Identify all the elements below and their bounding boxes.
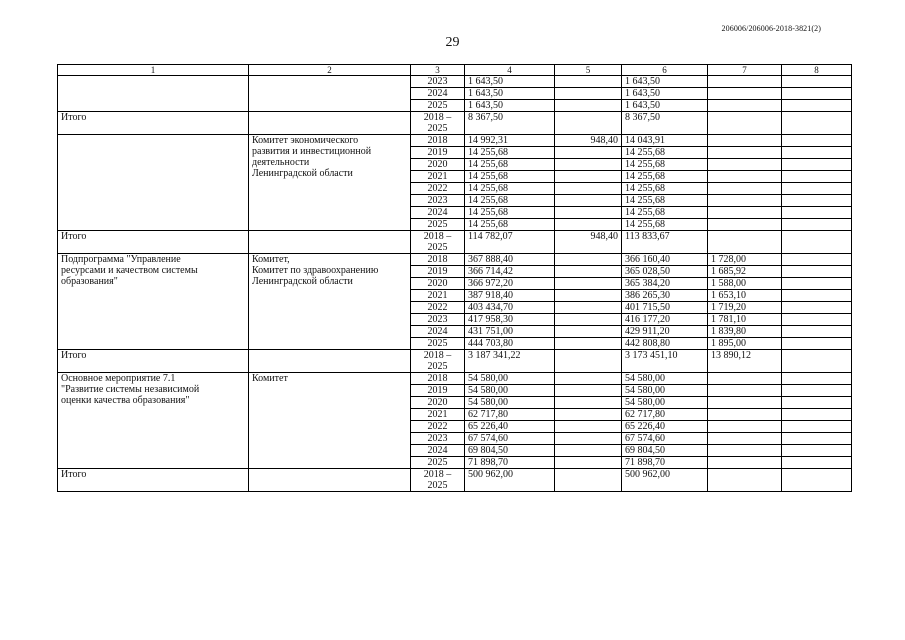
regional-budget-cell: 14 255,68: [622, 171, 708, 183]
local-budget-cell: [708, 207, 782, 219]
total-amount-cell: 366 714,42: [465, 266, 555, 278]
local-budget-cell: [708, 219, 782, 231]
local-budget-cell: [708, 445, 782, 457]
total-amount-cell: 1 643,50: [465, 100, 555, 112]
cell-line: "Развитие системы независимой: [61, 384, 200, 395]
year-cell: 2018: [411, 254, 465, 266]
total-label: Итого: [58, 469, 249, 492]
column-number-3: 3: [411, 65, 465, 76]
federal-budget-cell: [555, 409, 622, 421]
regional-budget-cell: 54 580,00: [622, 385, 708, 397]
federal-budget-cell: [555, 290, 622, 302]
cell-line: Подпрограмма "Управление: [61, 254, 181, 265]
total-amount-cell: 3 187 341,22: [465, 350, 555, 373]
table-row: [58, 76, 852, 88]
federal-budget-cell: [555, 373, 622, 385]
regional-budget-cell: 401 715,50: [622, 302, 708, 314]
other-sources-cell: [782, 457, 852, 469]
regional-budget-cell: 14 255,68: [622, 159, 708, 171]
year-cell: 2025: [411, 457, 465, 469]
cell-line: 2025: [427, 361, 448, 372]
federal-budget-cell: [555, 350, 622, 373]
local-budget-cell: [708, 100, 782, 112]
program-name-cell: [58, 76, 249, 112]
local-budget-cell: [708, 147, 782, 159]
budget-table: [57, 64, 852, 492]
year-cell: 2023: [411, 195, 465, 207]
regional-budget-cell: 365 384,20: [622, 278, 708, 290]
federal-budget-cell: [555, 302, 622, 314]
federal-budget-cell: [555, 219, 622, 231]
regional-budget-cell: 54 580,00: [622, 397, 708, 409]
other-sources-cell: [782, 231, 852, 254]
other-sources-cell: [782, 433, 852, 445]
federal-budget-cell: [555, 254, 622, 266]
year-cell: 2020: [411, 397, 465, 409]
total-amount-cell: 403 434,70: [465, 302, 555, 314]
regional-budget-cell: 69 804,50: [622, 445, 708, 457]
year-range-cell: [411, 112, 465, 135]
year-cell: 2023: [411, 314, 465, 326]
column-number-6: 6: [622, 65, 708, 76]
total-amount-cell: 387 918,40: [465, 290, 555, 302]
total-amount-cell: 14 992,31: [465, 135, 555, 147]
other-sources-cell: [782, 397, 852, 409]
federal-budget-cell: [555, 183, 622, 195]
local-budget-cell: [708, 171, 782, 183]
year-cell: 2022: [411, 421, 465, 433]
federal-budget-cell: [555, 112, 622, 135]
regional-budget-cell: 71 898,70: [622, 457, 708, 469]
regional-budget-cell: 14 255,68: [622, 183, 708, 195]
column-number-1: 1: [58, 65, 249, 76]
federal-budget-cell: [555, 171, 622, 183]
total-row: [58, 112, 852, 135]
other-sources-cell: [782, 338, 852, 350]
year-cell: 2021: [411, 290, 465, 302]
total-label: Итого: [58, 112, 249, 135]
regional-budget-cell: 3 173 451,10: [622, 350, 708, 373]
year-cell: 2018: [411, 135, 465, 147]
federal-budget-cell: [555, 314, 622, 326]
other-sources-cell: [782, 409, 852, 421]
other-sources-cell: [782, 421, 852, 433]
local-budget-cell: [708, 195, 782, 207]
total-amount-cell: 14 255,68: [465, 171, 555, 183]
local-budget-cell: [708, 457, 782, 469]
program-name-cell: [58, 254, 249, 350]
other-sources-cell: [782, 314, 852, 326]
local-budget-cell: 1 588,00: [708, 278, 782, 290]
regional-budget-cell: 14 255,68: [622, 195, 708, 207]
table-row: [58, 373, 852, 385]
year-range-cell: [411, 350, 465, 373]
year-range-cell: [411, 469, 465, 492]
total-amount-cell: 54 580,00: [465, 385, 555, 397]
local-budget-cell: [708, 409, 782, 421]
regional-budget-cell: 14 255,68: [622, 147, 708, 159]
local-budget-cell: [708, 397, 782, 409]
local-budget-cell: 13 890,12: [708, 350, 782, 373]
total-amount-cell: 444 703,80: [465, 338, 555, 350]
total-amount-cell: 1 643,50: [465, 88, 555, 100]
executor-cell: [249, 135, 411, 231]
federal-budget-cell: [555, 421, 622, 433]
federal-budget-cell: [555, 445, 622, 457]
other-sources-cell: [782, 135, 852, 147]
cell-line: Комитет: [252, 373, 288, 384]
regional-budget-cell: 1 643,50: [622, 100, 708, 112]
total-amount-cell: 14 255,68: [465, 207, 555, 219]
total-amount-cell: 14 255,68: [465, 159, 555, 171]
year-cell: 2019: [411, 266, 465, 278]
local-budget-cell: [708, 76, 782, 88]
column-number-2: 2: [249, 65, 411, 76]
program-name-cell: [58, 135, 249, 231]
executor-cell: [249, 254, 411, 350]
local-budget-cell: [708, 88, 782, 100]
year-cell: 2020: [411, 159, 465, 171]
cell-line: Комитет по здравоохранению: [252, 265, 379, 276]
year-cell: 2022: [411, 183, 465, 195]
year-cell: 2019: [411, 385, 465, 397]
regional-budget-cell: 14 255,68: [622, 219, 708, 231]
total-row: [58, 350, 852, 373]
total-amount-cell: 14 255,68: [465, 147, 555, 159]
year-cell: 2020: [411, 278, 465, 290]
other-sources-cell: [782, 171, 852, 183]
cell-line: деятельности: [252, 157, 310, 168]
local-budget-cell: [708, 112, 782, 135]
cell-line: 2025: [427, 480, 448, 491]
other-sources-cell: [782, 195, 852, 207]
local-budget-cell: [708, 373, 782, 385]
other-sources-cell: [782, 219, 852, 231]
executor-cell: [249, 469, 411, 492]
other-sources-cell: [782, 183, 852, 195]
regional-budget-cell: 416 177,20: [622, 314, 708, 326]
cell-line: 2025: [427, 242, 448, 253]
total-row: [58, 231, 852, 254]
regional-budget-cell: 67 574,60: [622, 433, 708, 445]
total-label: Итого: [58, 350, 249, 373]
other-sources-cell: [782, 302, 852, 314]
cell-line: Основное мероприятие 7.1: [61, 373, 176, 384]
executor-cell: [249, 112, 411, 135]
year-cell: 2024: [411, 207, 465, 219]
other-sources-cell: [782, 385, 852, 397]
total-amount-cell: 54 580,00: [465, 373, 555, 385]
federal-budget-cell: 948,40: [555, 135, 622, 147]
other-sources-cell: [782, 254, 852, 266]
other-sources-cell: [782, 207, 852, 219]
other-sources-cell: [782, 100, 852, 112]
federal-budget-cell: [555, 76, 622, 88]
total-amount-cell: 69 804,50: [465, 445, 555, 457]
federal-budget-cell: [555, 326, 622, 338]
federal-budget-cell: [555, 278, 622, 290]
local-budget-cell: 1 685,92: [708, 266, 782, 278]
regional-budget-cell: 500 962,00: [622, 469, 708, 492]
other-sources-cell: [782, 350, 852, 373]
year-cell: 2021: [411, 171, 465, 183]
local-budget-cell: 1 719,20: [708, 302, 782, 314]
total-amount-cell: 14 255,68: [465, 195, 555, 207]
other-sources-cell: [782, 159, 852, 171]
federal-budget-cell: [555, 147, 622, 159]
federal-budget-cell: [555, 397, 622, 409]
regional-budget-cell: 366 160,40: [622, 254, 708, 266]
column-number-5: 5: [555, 65, 622, 76]
cell-line: оценки качества образования": [61, 395, 190, 406]
federal-budget-cell: [555, 385, 622, 397]
year-cell: 2023: [411, 76, 465, 88]
year-cell: 2022: [411, 302, 465, 314]
cell-line: 2018 –: [423, 350, 452, 361]
regional-budget-cell: 1 643,50: [622, 76, 708, 88]
regional-budget-cell: 365 028,50: [622, 266, 708, 278]
regional-budget-cell: 1 643,50: [622, 88, 708, 100]
year-cell: 2025: [411, 219, 465, 231]
year-cell: 2018: [411, 373, 465, 385]
executor-cell: [249, 373, 411, 469]
cell-line: образования": [61, 276, 118, 287]
federal-budget-cell: 948,40: [555, 231, 622, 254]
total-amount-cell: 114 782,07: [465, 231, 555, 254]
total-amount-cell: 14 255,68: [465, 183, 555, 195]
total-amount-cell: 366 972,20: [465, 278, 555, 290]
year-cell: 2019: [411, 147, 465, 159]
regional-budget-cell: 442 808,80: [622, 338, 708, 350]
local-budget-cell: 1 653,10: [708, 290, 782, 302]
column-number-8: 8: [782, 65, 852, 76]
regional-budget-cell: 113 833,67: [622, 231, 708, 254]
federal-budget-cell: [555, 195, 622, 207]
year-cell: 2025: [411, 100, 465, 112]
other-sources-cell: [782, 266, 852, 278]
regional-budget-cell: 14 043,91: [622, 135, 708, 147]
year-cell: 2024: [411, 88, 465, 100]
cell-line: 2018 –: [423, 112, 452, 123]
local-budget-cell: 1 728,00: [708, 254, 782, 266]
year-cell: 2025: [411, 338, 465, 350]
federal-budget-cell: [555, 100, 622, 112]
other-sources-cell: [782, 445, 852, 457]
total-amount-cell: 1 643,50: [465, 76, 555, 88]
regional-budget-cell: 386 265,30: [622, 290, 708, 302]
federal-budget-cell: [555, 433, 622, 445]
local-budget-cell: 1 839,80: [708, 326, 782, 338]
other-sources-cell: [782, 290, 852, 302]
regional-budget-cell: 429 911,20: [622, 326, 708, 338]
other-sources-cell: [782, 326, 852, 338]
document-id: 206006/206006-2018-3821(2): [721, 24, 821, 33]
cell-line: ресурсами и качеством системы: [61, 265, 198, 276]
year-cell: 2024: [411, 326, 465, 338]
other-sources-cell: [782, 278, 852, 290]
year-cell: 2023: [411, 433, 465, 445]
program-name-cell: [58, 373, 249, 469]
table-row: [58, 254, 852, 266]
total-amount-cell: 54 580,00: [465, 397, 555, 409]
other-sources-cell: [782, 112, 852, 135]
cell-line: 2018 –: [423, 231, 452, 242]
regional-budget-cell: 62 717,80: [622, 409, 708, 421]
column-number-7: 7: [708, 65, 782, 76]
total-amount-cell: 65 226,40: [465, 421, 555, 433]
total-amount-cell: 67 574,60: [465, 433, 555, 445]
local-budget-cell: [708, 159, 782, 171]
federal-budget-cell: [555, 457, 622, 469]
column-numbers-row: [58, 65, 852, 76]
total-amount-cell: 71 898,70: [465, 457, 555, 469]
year-cell: 2021: [411, 409, 465, 421]
federal-budget-cell: [555, 338, 622, 350]
cell-line: развития и инвестиционной: [252, 146, 372, 157]
column-number-4: 4: [465, 65, 555, 76]
cell-line: 2018 –: [423, 469, 452, 480]
cell-line: Ленинградской области: [252, 276, 353, 287]
regional-budget-cell: 14 255,68: [622, 207, 708, 219]
total-amount-cell: 367 888,40: [465, 254, 555, 266]
cell-line: 2025: [427, 123, 448, 134]
federal-budget-cell: [555, 469, 622, 492]
regional-budget-cell: 54 580,00: [622, 373, 708, 385]
total-label: Итого: [58, 231, 249, 254]
executor-cell: [249, 231, 411, 254]
total-amount-cell: 431 751,00: [465, 326, 555, 338]
total-amount-cell: 417 958,30: [465, 314, 555, 326]
other-sources-cell: [782, 76, 852, 88]
federal-budget-cell: [555, 159, 622, 171]
federal-budget-cell: [555, 207, 622, 219]
local-budget-cell: [708, 231, 782, 254]
page-number: 29: [445, 35, 460, 50]
other-sources-cell: [782, 88, 852, 100]
cell-line: Ленинградской области: [252, 168, 353, 179]
executor-cell: [249, 76, 411, 112]
other-sources-cell: [782, 147, 852, 159]
total-amount-cell: 62 717,80: [465, 409, 555, 421]
cell-line: Комитет экономического: [252, 135, 359, 146]
executor-cell: [249, 350, 411, 373]
federal-budget-cell: [555, 88, 622, 100]
total-amount-cell: 500 962,00: [465, 469, 555, 492]
local-budget-cell: [708, 135, 782, 147]
local-budget-cell: [708, 385, 782, 397]
other-sources-cell: [782, 373, 852, 385]
federal-budget-cell: [555, 266, 622, 278]
total-row: [58, 469, 852, 492]
cell-line: Комитет,: [252, 254, 290, 265]
year-cell: 2024: [411, 445, 465, 457]
other-sources-cell: [782, 469, 852, 492]
regional-budget-cell: 65 226,40: [622, 421, 708, 433]
local-budget-cell: 1 781,10: [708, 314, 782, 326]
regional-budget-cell: 8 367,50: [622, 112, 708, 135]
total-amount-cell: 14 255,68: [465, 219, 555, 231]
year-range-cell: [411, 231, 465, 254]
local-budget-cell: [708, 183, 782, 195]
local-budget-cell: 1 895,00: [708, 338, 782, 350]
local-budget-cell: [708, 421, 782, 433]
table-row: [58, 135, 852, 147]
total-amount-cell: 8 367,50: [465, 112, 555, 135]
local-budget-cell: [708, 433, 782, 445]
local-budget-cell: [708, 469, 782, 492]
